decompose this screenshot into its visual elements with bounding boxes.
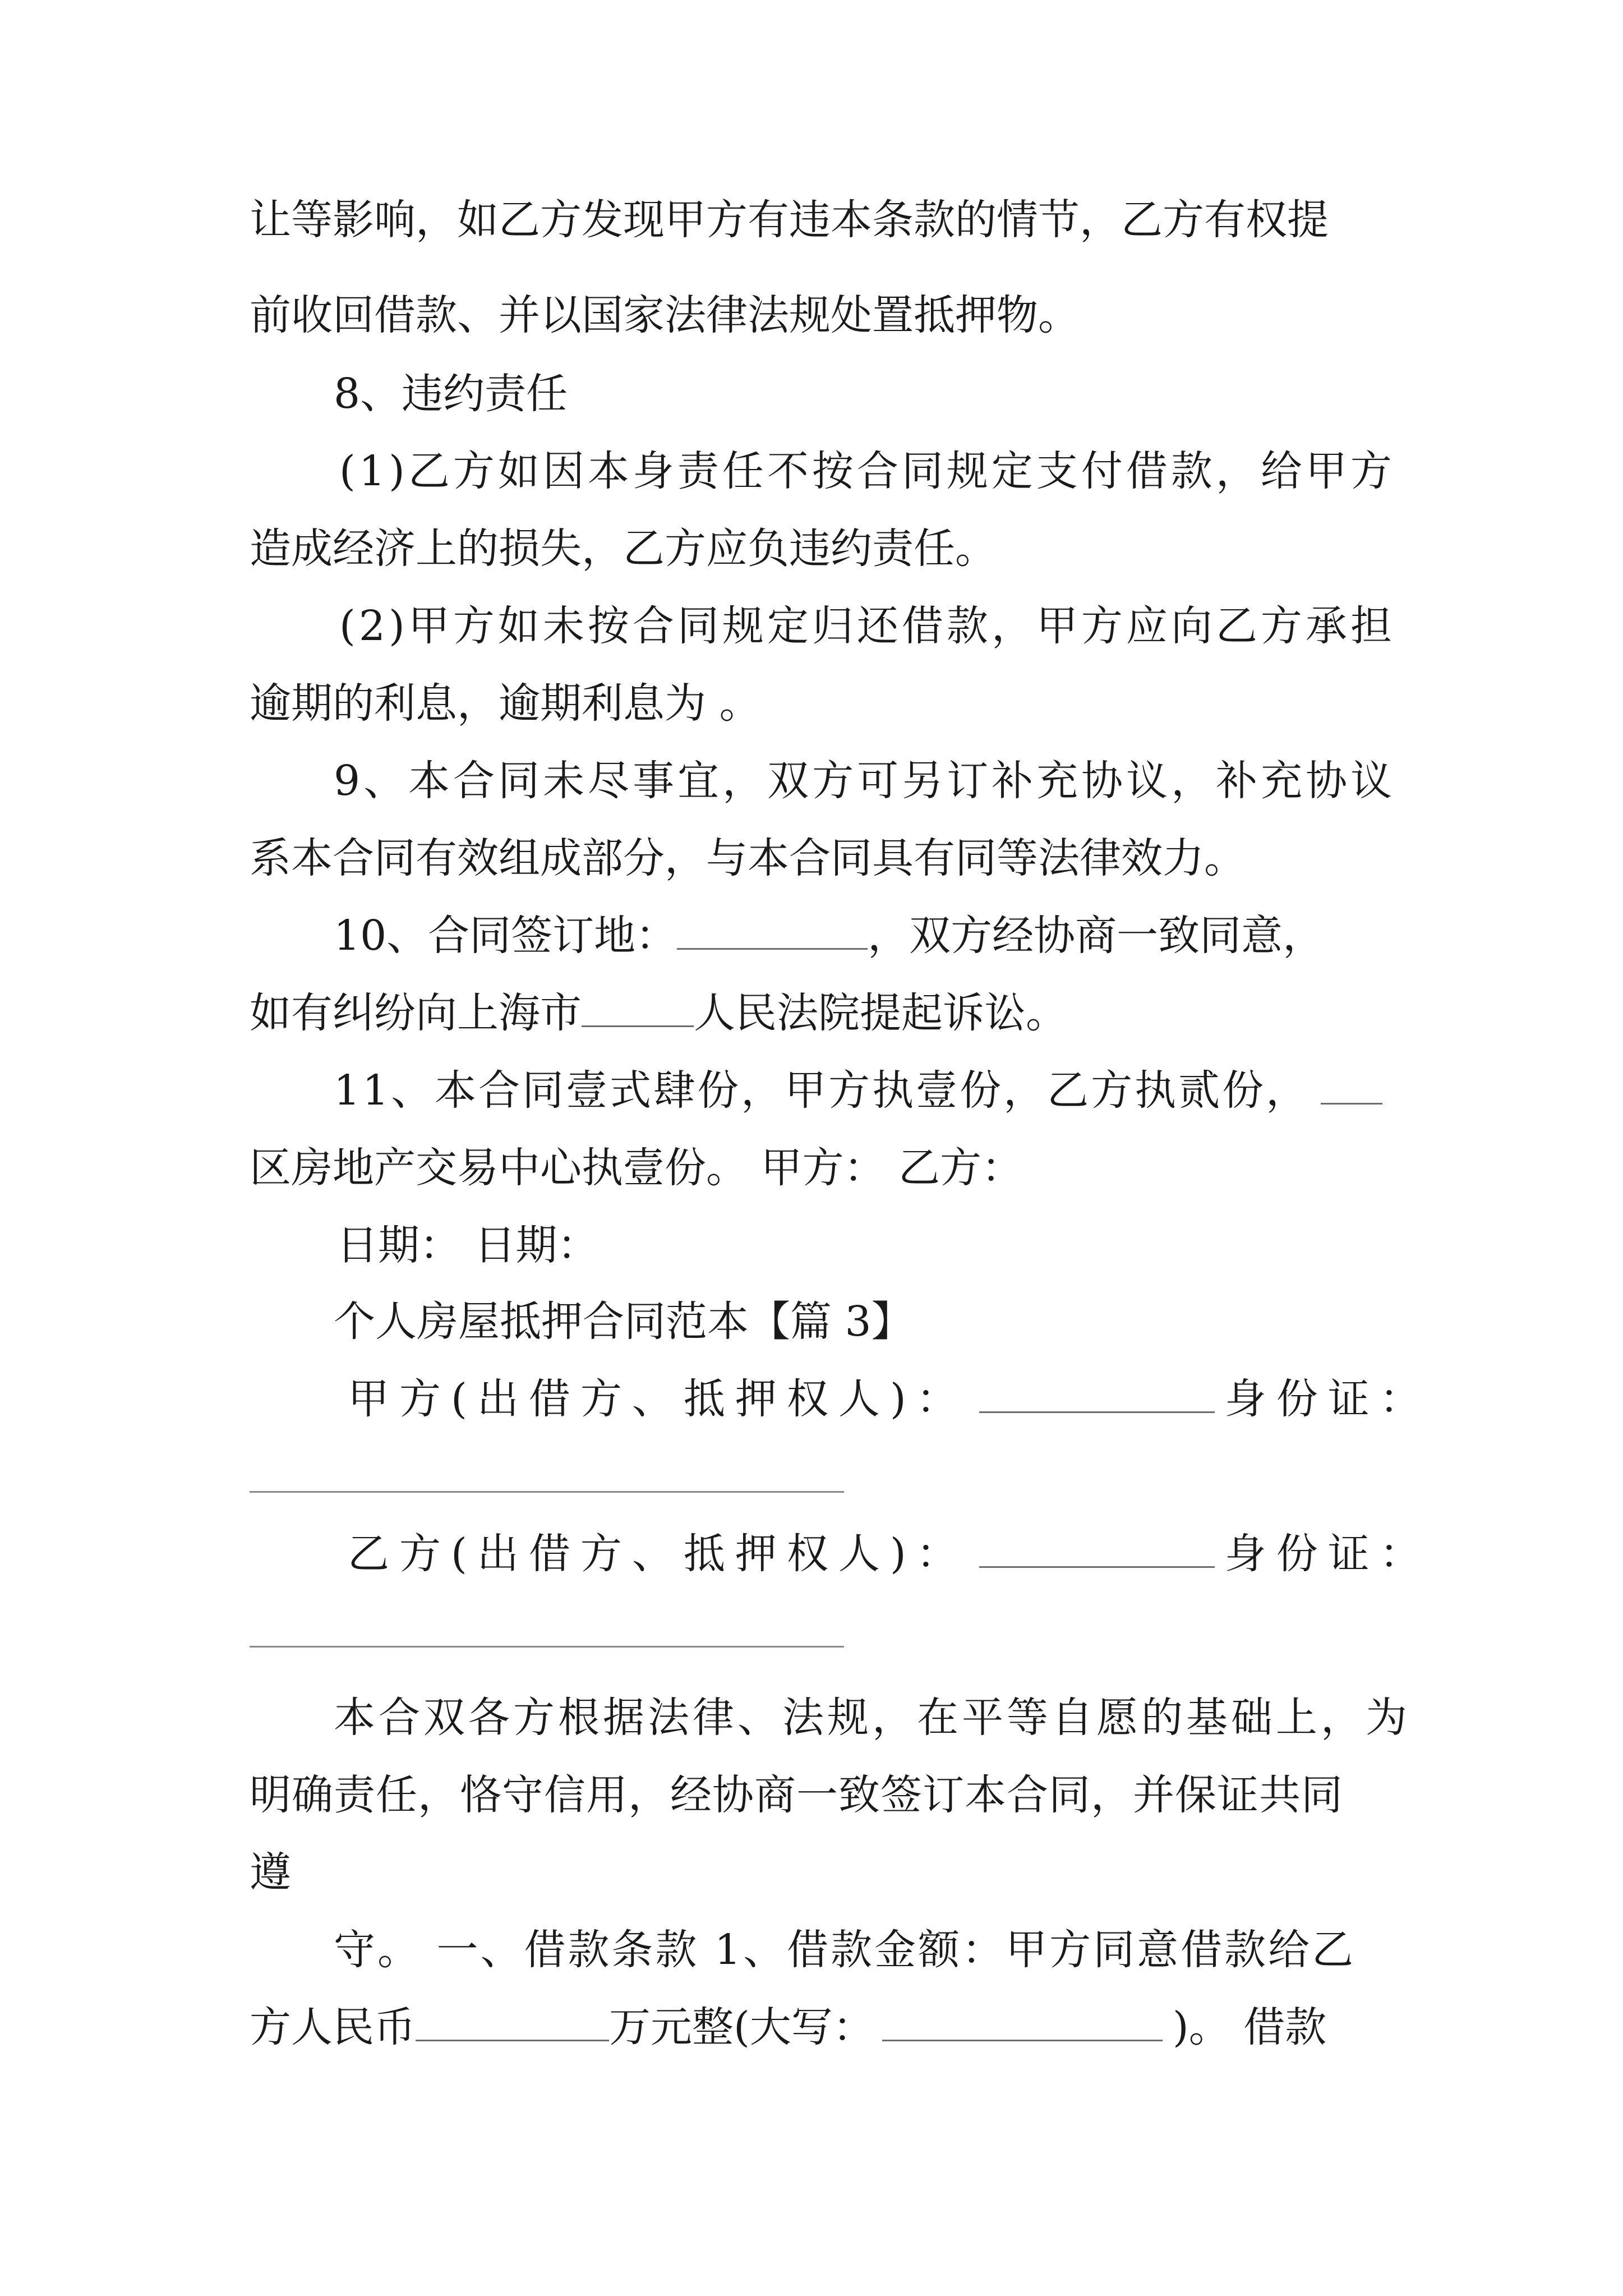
text-line: 逾期的利息，逾期利息为 。: [250, 679, 761, 728]
text-segment: 人民法院提起诉讼。: [694, 989, 1067, 1037]
text-segment: 甲方(出借方、抵押权人)：: [348, 1375, 968, 1423]
text-segment: 9、本合同未尽事宜，双方可另订补充协议，补充协议: [334, 757, 1396, 805]
text-line: [348, 1371, 1431, 1427]
text-line: 系本合同有效组成部分，与本合同具有同等法律效力。: [250, 834, 1246, 882]
blank-field-party-a-name: [979, 1372, 1215, 1413]
text-line: [250, 985, 1067, 1041]
text-line: [348, 1526, 1431, 1582]
section-heading: 8、违约责任: [334, 370, 568, 418]
text-line: 前收回借款、并以国家法律法规处置抵押物。: [250, 291, 1080, 339]
text-line: [339, 443, 1394, 499]
text-line: 遵: [250, 1848, 291, 1897]
text-line: 日期： 日期：: [336, 1221, 599, 1269]
text-line: [334, 753, 1395, 809]
text-segment: ，双方经协商一致同意，: [868, 912, 1325, 960]
text-segment: 让等影响，如乙方发现甲方有违本条款的情节，乙方有权提: [250, 196, 1329, 244]
blank-line-party-b-id: [250, 1646, 844, 1648]
text-segment: (2)甲方如未按合同规定归还借款，甲方应向乙方承担: [339, 602, 1395, 650]
text-line: [339, 598, 1395, 654]
text-line: 区房地产交易中心执壹份。 甲方： 乙方：: [250, 1144, 1023, 1192]
text-segment: 身份证：: [1224, 1530, 1431, 1578]
blank-field-signing-place: [677, 909, 868, 950]
section-title: 个人房屋抵押合同范本【篇 3】: [334, 1297, 913, 1346]
text-line: [250, 1999, 1326, 2055]
blank-field-court: [582, 986, 694, 1027]
text-line: [334, 1690, 1410, 1746]
blank-field-party-b-name: [979, 1527, 1215, 1568]
text-segment: 11、本合同壹式肆份，甲方执壹份，乙方执贰份，: [334, 1066, 1310, 1115]
text-segment: 万元整(大写：: [609, 2003, 874, 2051]
text-segment: 本合双各方根据法律、法规，在平等自愿的基础上，为: [334, 1694, 1410, 1742]
text-line: [334, 1922, 1355, 1978]
text-segment: 守。 一、借款条款 1、借款金额：甲方同意借款给乙: [334, 1926, 1356, 1974]
blank-field-amount-words: [882, 2000, 1163, 2041]
blank-field-district: [1321, 1064, 1382, 1105]
text-line: [250, 1767, 1343, 1823]
text-segment: 方人民币: [250, 2003, 416, 2051]
text-segment: 身份证：: [1224, 1375, 1431, 1423]
text-line: 造成经济上的损失，乙方应负违约责任。: [250, 524, 997, 573]
text-line: [250, 192, 1394, 248]
blank-field-amount-number: [416, 2000, 609, 2041]
text-segment: (1)乙方如因本身责任不按合同规定支付借款，给甲方: [339, 447, 1395, 495]
justified-line: [250, 192, 1394, 248]
text-segment: 如有纠纷向上海市: [250, 989, 582, 1037]
text-line: [334, 1062, 1382, 1119]
text-segment: 10、合同签订地：: [334, 912, 677, 960]
text-segment: 明确责任，恪守信用，经协商一致签订本合同，并保证共同: [250, 1771, 1343, 1819]
blank-line-party-a-id: [250, 1491, 844, 1493]
text-line: [334, 908, 1324, 964]
text-segment: 乙方(出借方、抵押权人)：: [348, 1530, 968, 1578]
text-segment: )。 借款: [1172, 2003, 1327, 2051]
